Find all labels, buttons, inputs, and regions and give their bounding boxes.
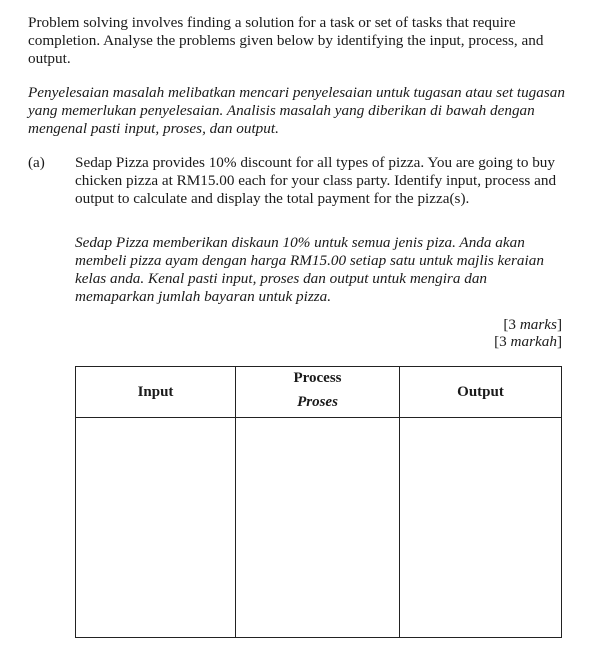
instructions-malay: Penyelesaian masalah melibatkan mencari penyelesaian untuk tugasan atau set tugasan yang memerlukan penyelesaian. Analisis masalah yang diberikan di bawah dengan mengenal pasti input, proses, dan output. bbox=[28, 84, 565, 137]
question-text-malay: Sedap Pizza memberikan diskaun 10% untuk semua jenis piza. Anda akan membeli pizza ayam dengan harga RM15.00 setiap satu untuk majlis keraian kelas anda. Kenal pasti input, proses dan output untuk mengira dan memaparkan jumlah bayaran untuk pizza. bbox=[75, 234, 544, 305]
marks-malay-prefix: [3 bbox=[494, 333, 511, 350]
marks-english bbox=[494, 316, 562, 333]
process-answer-cell[interactable] bbox=[236, 418, 400, 638]
marks-english-suffix: ] bbox=[556, 316, 562, 333]
process-header-malay: Proses bbox=[297, 394, 338, 410]
marks-malay-suffix: ] bbox=[556, 333, 562, 350]
marks-english-prefix: [3 bbox=[503, 316, 520, 333]
ipo-answer-row bbox=[76, 418, 562, 638]
output-header: Output bbox=[400, 367, 562, 418]
instructions-english: Problem solving involves finding a solution for a task or set of tasks that require completion. Analyse the problems given below by identifying the input, process, and output. bbox=[28, 14, 544, 67]
process-header bbox=[236, 367, 400, 418]
marks-english-word: marks bbox=[519, 316, 557, 333]
marks-malay-word: markah bbox=[510, 333, 557, 350]
process-header-english: Process bbox=[293, 370, 342, 386]
marks-allocation bbox=[494, 316, 562, 350]
input-answer-cell[interactable] bbox=[76, 418, 236, 638]
marks-malay bbox=[494, 333, 562, 350]
question-text-english: Sedap Pizza provides 10% discount for all types of pizza. You are going to buy chicken pizza at RM15.00 each for your class party. Identify input, process and output to calculate and display the total payment for the pizza(s). bbox=[75, 154, 557, 207]
output-answer-cell[interactable] bbox=[400, 418, 562, 638]
input-header: Input bbox=[76, 367, 236, 418]
ipo-table bbox=[75, 366, 562, 638]
ipo-header-row bbox=[76, 367, 562, 418]
question-label: (a) bbox=[28, 154, 45, 171]
